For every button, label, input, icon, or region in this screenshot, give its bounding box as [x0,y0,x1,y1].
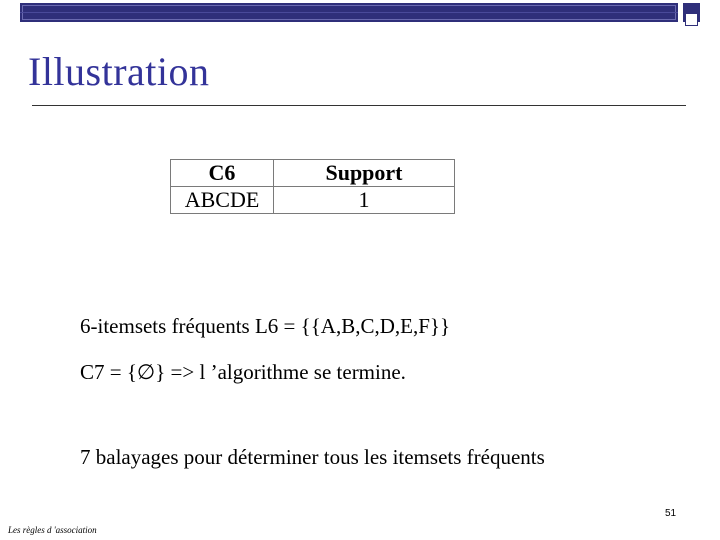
table-header-cell: C6 [171,160,274,187]
header-corner-square [685,13,698,26]
text-line-c7-termination: C7 = {∅} => l ’algorithme se termine. [80,360,406,384]
table-cell: 1 [274,187,455,214]
slide-title: Illustration [28,49,210,94]
footer-text: Les règles d 'association [8,525,97,535]
header-bar-stripe [20,12,678,13]
text-line-frequent-itemsets: 6-itemsets fréquents L6 = {{A,B,C,D,E,F}} [80,314,451,338]
header-decoration-bar [20,3,678,22]
table-row [171,187,455,214]
title-underline [32,105,686,106]
page-number: 51 [665,508,677,519]
table-header-row [171,160,455,187]
table-header-cell: Support [274,160,455,187]
candidate-itemsets-table [170,159,455,214]
text-line-scans: 7 balayages pour déterminer tous les itemsets fréquents [80,445,545,469]
table-cell: ABCDE [171,187,274,214]
